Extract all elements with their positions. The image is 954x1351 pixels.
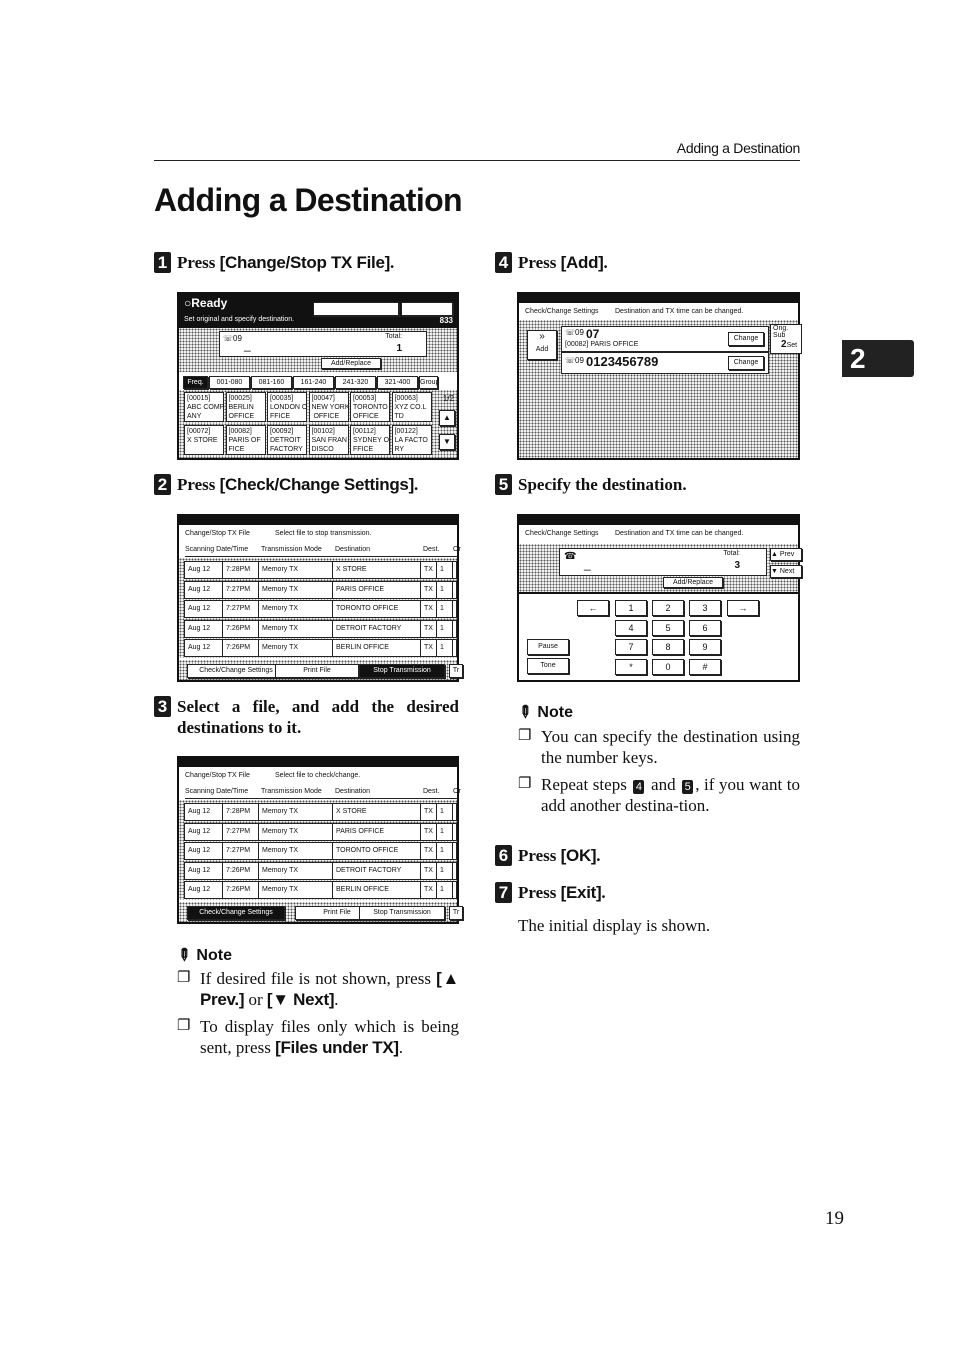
column-header: Scanning Date/Time [185, 788, 249, 795]
table-cell: Aug 12 [185, 640, 223, 656]
status-subtext: Set original and specify destination. [184, 316, 295, 323]
table-cell: DETROIT FACTORY [333, 621, 421, 637]
table-cell: 7:26PM [223, 640, 259, 656]
table-cell: Aug 12 [185, 804, 223, 820]
step-7-result: The initial display is shown. [518, 916, 711, 935]
screen-title: Check/Change Settings [525, 308, 599, 315]
note-item: ❐ To display files only which is being sent, press [Files under TX]. [177, 1017, 459, 1057]
step-number: 4 [495, 252, 512, 273]
table-row[interactable] [184, 561, 457, 579]
entry-number: 0123456789 [586, 354, 659, 369]
pause-button[interactable]: Pause [527, 639, 569, 655]
table-cell: Aug 12 [185, 562, 223, 578]
table-cell: Aug 12 [185, 824, 223, 840]
table-cell: TX [421, 640, 437, 656]
table-cell: Memory TX [259, 882, 333, 898]
step-7: 7 Press [Exit]. [495, 882, 606, 903]
table-cell: Memory TX [259, 640, 333, 656]
table-cell: TX [421, 843, 437, 859]
number-key-9[interactable]: 9 [689, 639, 721, 655]
table-cell: 1 [437, 640, 453, 656]
destination-entry[interactable]: ☏09 0123456789 Change [561, 352, 769, 374]
table-cell: Memory TX [259, 843, 333, 859]
checkbox-icon: ❐ [518, 728, 532, 744]
table-row[interactable] [184, 881, 457, 899]
table-cell: 1 [437, 621, 453, 637]
button-bar [179, 660, 460, 680]
total-value: 3 [734, 560, 740, 571]
table-cell: 7:28PM [223, 562, 259, 578]
status-text: Ready [191, 296, 228, 310]
screen-hint: Select file to stop transmission. [275, 530, 372, 537]
step-number: 5 [495, 474, 512, 495]
table-row[interactable] [184, 823, 457, 841]
destination-area [179, 328, 457, 372]
scroll-down-button[interactable]: ▼ [439, 434, 455, 450]
step-1: 1 Press [Change/Stop TX File]. [154, 252, 394, 273]
table-cell: Aug 12 [185, 621, 223, 637]
table-cell: TORONTO OFFICE [333, 843, 421, 859]
file-list [179, 558, 457, 658]
table-cell: Aug 12 [185, 882, 223, 898]
tab-range[interactable]: 321-400 [377, 376, 418, 389]
step-4: 4 Press [Add]. [495, 252, 608, 273]
step-text: Select a file, and add the desired destinations to it. [177, 697, 459, 737]
number-key-5[interactable]: 5 [652, 620, 684, 636]
step-3 [154, 696, 459, 738]
key-label: [Files under TX] [275, 1038, 399, 1057]
key-label: [Exit] [560, 883, 602, 902]
stop-transmission-button[interactable]: Stop Transmission [359, 906, 445, 920]
table-row[interactable] [184, 600, 457, 618]
address-cell[interactable]: [00102] SAN FRAN DISCO [309, 425, 349, 455]
checkbox-icon: ❐ [177, 970, 191, 986]
table-header [185, 544, 461, 557]
note-item: ❐ If desired file is not shown, press [▲ Prev.] or [▼ Next]. [177, 969, 459, 1009]
screen-add-destination [517, 292, 800, 460]
table-cell: 1 [437, 863, 453, 879]
tab-strip [179, 374, 457, 390]
next-button[interactable]: ▼ Next [770, 565, 802, 578]
column-header: Or [453, 788, 461, 795]
table-cell: Memory TX [259, 804, 333, 820]
tone-button[interactable]: Tone [527, 658, 569, 674]
address-cell[interactable]: [00035] LONDON O FFICE [267, 392, 307, 422]
table-cell: Aug 12 [185, 601, 223, 617]
total-label: Total: [385, 333, 402, 340]
table-cell: TX [421, 863, 437, 879]
checkbox-icon: ❐ [518, 776, 532, 792]
table-cell: 1 [437, 601, 453, 617]
step-number: 1 [154, 252, 171, 273]
table-cell: 7:28PM [223, 804, 259, 820]
address-cell[interactable]: [00025] BERLIN OFFICE [226, 392, 266, 422]
table-cell: 1 [437, 804, 453, 820]
screen-title-bar: ○Ready Set original and specify destination. 833 Change/Stop TX File Information [179, 294, 457, 328]
table-cell: Aug 12 [185, 843, 223, 859]
tr-button[interactable]: Tr [449, 906, 463, 920]
address-cell[interactable]: [00092] DETROIT FACTORY [267, 425, 307, 455]
screen-check-change [177, 756, 459, 924]
table-cell: Memory TX [259, 582, 333, 598]
number-key-hash[interactable]: # [689, 659, 721, 675]
table-cell: DETROIT FACTORY [333, 863, 421, 879]
table-cell: 7:26PM [223, 882, 259, 898]
number-key-3[interactable]: 3 [689, 600, 721, 616]
step-number: 3 [154, 696, 171, 717]
number-key-6[interactable]: 6 [689, 620, 721, 636]
file-list [179, 800, 457, 900]
table-row[interactable] [184, 620, 457, 638]
check-change-settings-button[interactable]: Check/Change Settings [187, 906, 285, 920]
information-button[interactable]: Information [401, 302, 453, 316]
table-cell: Memory TX [259, 621, 333, 637]
destination-field[interactable]: ☏09 _ Total: 1 [219, 331, 427, 357]
address-cell[interactable]: [00015] ABC COMP ANY [184, 392, 224, 422]
pencil-icon: ✎ [172, 944, 195, 967]
table-cell: TORONTO OFFICE [333, 601, 421, 617]
table-header [185, 786, 461, 799]
prev-button[interactable]: ▲ Prev [770, 548, 802, 561]
table-cell: TX [421, 582, 437, 598]
screen-change-stop-tx [177, 514, 459, 682]
left-arrow-key[interactable]: ← [577, 600, 609, 616]
table-cell: Aug 12 [185, 863, 223, 879]
column-header: Or [453, 546, 461, 553]
check-change-settings-button[interactable]: Check/Change Settings [187, 664, 285, 678]
screen-hint: Destination and TX time can be changed. [615, 530, 744, 537]
orig-sub-panel: Orig. Sub 2Set [770, 324, 802, 354]
screen-hint: Select file to check/change. [275, 772, 361, 779]
address-cell[interactable]: [00053] TORONTO OFFICE [350, 392, 390, 422]
key-label: [▲ Prev.] [200, 969, 459, 1009]
table-cell: Memory TX [259, 824, 333, 840]
step-number: 2 [154, 474, 171, 495]
screen-title: Change/Stop TX File [185, 530, 250, 537]
table-cell: TX [421, 824, 437, 840]
column-header: Destination [335, 546, 371, 553]
entry-number: 07 [586, 327, 600, 341]
screen-title: Check/Change Settings [525, 530, 599, 537]
table-cell: 1 [437, 824, 453, 840]
table-cell: 1 [437, 582, 453, 598]
address-cell[interactable]: [00112] SYDNEY O FFICE [350, 425, 390, 455]
button-bar [179, 902, 460, 922]
table-row[interactable] [184, 639, 457, 657]
screen-ready [177, 292, 459, 460]
table-cell: TX [421, 562, 437, 578]
key-label: [OK] [560, 846, 597, 865]
key-label: [Add] [560, 253, 604, 272]
page-title: Adding a Destination [154, 182, 463, 218]
total-label: Total: [723, 550, 740, 557]
address-cell[interactable]: [00122] LA FACTO RY [392, 425, 432, 455]
tab-range[interactable]: 161-240 [293, 376, 334, 389]
table-cell: X STORE [333, 804, 421, 820]
table-cell: Memory TX [259, 562, 333, 578]
add-button[interactable]: » Add [527, 330, 557, 360]
key-label: [▼ Next] [266, 990, 335, 1009]
address-cell[interactable]: [00047] NEW YORK OFFICE [309, 392, 349, 422]
checkbox-icon: ❐ [177, 1018, 191, 1034]
table-row[interactable] [184, 842, 457, 860]
pencil-icon: ✎ [513, 701, 536, 724]
memory-count: 833 [439, 316, 453, 325]
table-cell: X STORE [333, 562, 421, 578]
key-label: [Check/Change Settings] [219, 475, 414, 494]
table-cell: 1 [437, 562, 453, 578]
tab-freq[interactable]: Freq. [183, 376, 208, 389]
note-item: ❐ Repeat steps 4 and 5 , if you want to add another destina-tion. [518, 775, 801, 815]
step-5: 5 Specify the destination. [495, 474, 687, 495]
table-cell: PARIS OFFICE [333, 582, 421, 598]
screen-number-keys [517, 514, 800, 682]
key-label: [Change/Stop TX File] [219, 253, 390, 272]
table-cell: 7:26PM [223, 621, 259, 637]
step-2: 2 Press [Check/Change Settings]. [154, 474, 418, 495]
tab-range[interactable]: 001-080 [209, 376, 250, 389]
number-key-2[interactable]: 2 [652, 600, 684, 616]
tr-button[interactable]: Tr [449, 664, 463, 678]
table-cell: Aug 12 [185, 582, 223, 598]
address-cell[interactable]: [00063] XYZ CO.L TD [392, 392, 432, 422]
page-number: 19 [825, 1208, 844, 1229]
right-arrow-key[interactable]: → [727, 600, 759, 616]
table-cell: Memory TX [259, 863, 333, 879]
table-cell: 7:26PM [223, 863, 259, 879]
number-key-7[interactable]: 7 [615, 639, 647, 655]
page-indicator: 1/2 [442, 394, 454, 403]
tab-range[interactable]: 241-320 [335, 376, 376, 389]
number-key-star[interactable]: * [615, 659, 647, 675]
stop-transmission-button[interactable]: Stop Transmission [359, 664, 445, 678]
screen-hint: Destination and TX time can be changed. [615, 308, 744, 315]
address-grid [179, 390, 457, 458]
column-header: Transmission Mode [261, 788, 322, 795]
table-cell: 1 [437, 843, 453, 859]
add-replace-button[interactable]: Add/Replace [663, 577, 723, 588]
scroll-up-button[interactable]: ▲ [439, 410, 455, 426]
step-number: 6 [495, 845, 512, 866]
change-button[interactable]: Change [728, 356, 764, 370]
number-key-4[interactable]: 4 [615, 620, 647, 636]
table-cell: 1 [437, 882, 453, 898]
number-key-8[interactable]: 8 [652, 639, 684, 655]
table-row[interactable] [184, 581, 457, 599]
tab-group[interactable]: Group [419, 376, 438, 389]
column-header: Scanning Date/Time [185, 546, 249, 553]
change-button[interactable]: Change [728, 332, 764, 346]
address-cell[interactable]: [00082] PARIS OF FICE [226, 425, 266, 455]
table-cell: PARIS OFFICE [333, 824, 421, 840]
change-stop-tx-file-button[interactable]: Change/Stop TX File [313, 302, 399, 316]
table-cell: 7:27PM [223, 601, 259, 617]
table-cell: TX [421, 804, 437, 820]
table-cell: TX [421, 882, 437, 898]
table-cell: TX [421, 601, 437, 617]
table-cell: BERLIN OFFICE [333, 882, 421, 898]
table-cell: 7:27PM [223, 843, 259, 859]
table-cell: 7:27PM [223, 824, 259, 840]
table-cell: 7:27PM [223, 582, 259, 598]
address-cell[interactable]: [00072] X STORE [184, 425, 224, 455]
table-row[interactable] [184, 862, 457, 880]
destination-field[interactable]: ☎ _ Total: 3 [559, 548, 767, 576]
add-replace-button[interactable]: Add/Replace [321, 358, 381, 369]
number-key-0[interactable]: 0 [652, 659, 684, 675]
phone-icon: ☎ [564, 551, 577, 562]
column-header: Transmission Mode [261, 546, 322, 553]
destination-entry[interactable]: ☏09 07 [00082] PARIS OFFICE Change [561, 326, 769, 352]
step-6: 6 Press [OK]. [495, 845, 601, 866]
table-row[interactable] [184, 803, 457, 821]
running-header [154, 140, 800, 161]
column-header: Destination [335, 788, 371, 795]
note-item: ❐ You can specify the destination using the number keys. [518, 727, 800, 767]
column-header: Dest. [423, 788, 440, 795]
print-file-button[interactable]: Print File [295, 906, 379, 920]
tab-range[interactable]: 081-160 [251, 376, 292, 389]
print-file-button[interactable]: Print File [275, 664, 359, 678]
screen-title: Change/Stop TX File [185, 772, 250, 779]
table-cell: TX [421, 621, 437, 637]
column-header: Dest. [423, 546, 440, 553]
note-heading: ✎ Note [513, 701, 573, 724]
destination-area [519, 544, 798, 592]
number-key-1[interactable]: 1 [615, 600, 647, 616]
step-number: 7 [495, 882, 512, 903]
table-cell: Memory TX [259, 601, 333, 617]
chapter-tab: 2 [842, 340, 914, 377]
settings-area [519, 320, 798, 458]
running-title: Adding a Destination [676, 140, 800, 156]
note-heading: ✎ Note [172, 944, 232, 967]
total-value: 1 [396, 343, 402, 354]
table-cell: BERLIN OFFICE [333, 640, 421, 656]
